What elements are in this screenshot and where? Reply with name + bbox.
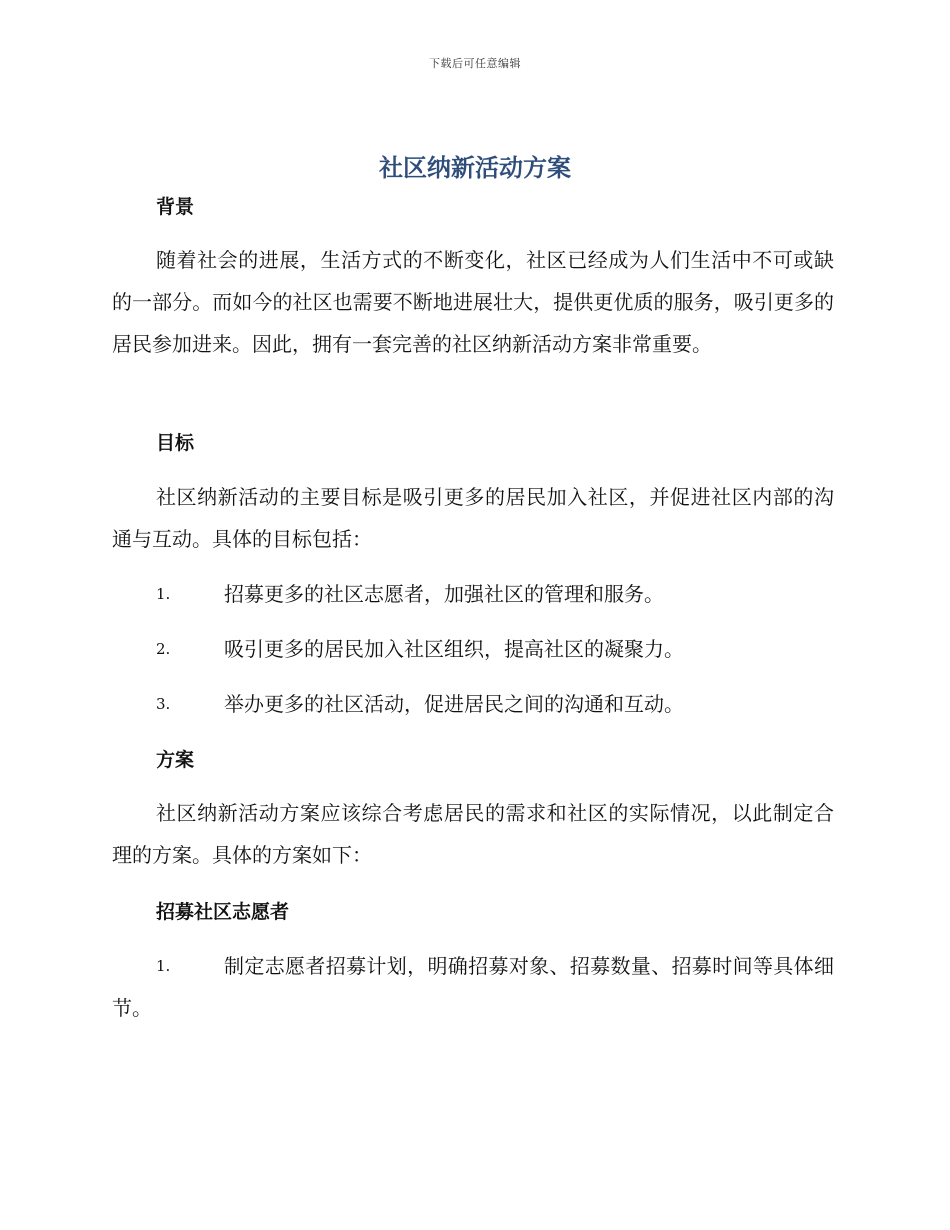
- list-number: 2.: [156, 640, 171, 658]
- list-text: 举办更多的社区活动，促进居民之间的沟通和互动。: [224, 692, 684, 716]
- section-heading-plan: 方案: [156, 749, 195, 771]
- volunteers-list-item-1: [112, 945, 834, 1029]
- goals-list-item-2: [112, 628, 834, 670]
- background-paragraph: 随着社会的进展，生活方式的不断变化，社区已经成为人们生活中不可或缺的一部分。而如今的社区也需要不断地进展壮大，提供更优质的服务，吸引更多的居民参加进来。因此，拥有一套完善的社区纳新活动方案非常重要。: [112, 248, 834, 356]
- goals-list-item-1: [112, 573, 834, 615]
- list-text: 招募更多的社区志愿者，加强社区的管理和服务。: [224, 582, 664, 606]
- section-heading-background: 背景: [156, 196, 195, 218]
- goals-paragraph: 社区纳新活动的主要目标是吸引更多的居民加入社区，并促进社区内部的沟通与互动。具体的目标包括：: [112, 485, 834, 551]
- document-title: 社区纳新活动方案: [379, 154, 571, 182]
- plan-paragraph: 社区纳新活动方案应该综合考虑居民的需求和社区的实际情况，以此制定合理的方案。具体的方案如下：: [112, 801, 834, 867]
- section-heading-volunteers: 招募社区志愿者: [156, 901, 290, 923]
- list-number: 1.: [156, 585, 171, 603]
- goals-list-item-3: [112, 683, 834, 725]
- list-number: 3.: [156, 695, 171, 713]
- list-number: 1.: [156, 957, 171, 975]
- list-text: 吸引更多的居民加入社区组织，提高社区的凝聚力。: [224, 637, 684, 661]
- header-note: 下载后可任意编辑: [429, 57, 521, 70]
- list-text: 制定志愿者招募计划，明确招募对象、招募数量、招募时间等具体细节。: [112, 954, 834, 1020]
- section-heading-goals: 目标: [156, 432, 195, 454]
